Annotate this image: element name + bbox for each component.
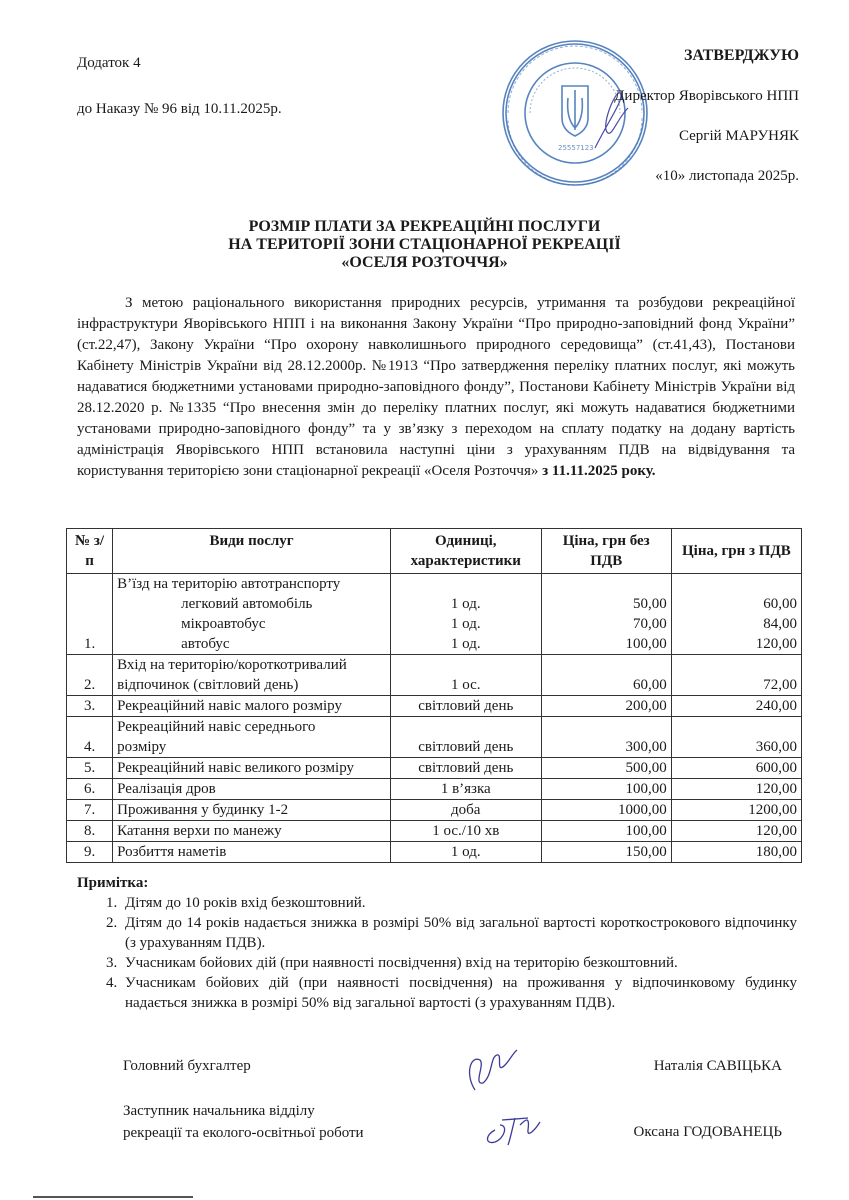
row-num: 5. (67, 758, 113, 779)
approver-name: Сергій МАРУНЯК (678, 128, 799, 144)
approval-date: «10» листопада 2025р. (655, 168, 799, 184)
attachment-label: Додаток 4 (77, 55, 141, 71)
service-line-1: Рекреаційний навіс середнього (117, 719, 316, 735)
approver-position: Директор Яворівського НПП (614, 88, 799, 104)
row-price-vat: 240,00 (671, 696, 801, 717)
row-price-no-vat: 300,00 (541, 717, 671, 758)
sub-unit: 1 од. (450, 596, 481, 612)
row-price-vat: 1200,00 (671, 800, 801, 821)
row-unit: 1 од. (390, 842, 541, 863)
col-num: № з/п (67, 529, 113, 574)
role-line-1: Заступник начальника відділу (123, 1103, 315, 1119)
row-num: 9. (67, 842, 113, 863)
footer-divider (33, 1196, 193, 1198)
row-unit: 1 ос. (390, 655, 541, 696)
row-num: 8. (67, 821, 113, 842)
note-item: 1. Дітям до 10 років вхід безкоштовний. (121, 893, 797, 913)
col-unit: Одиниці, характеристики (390, 529, 541, 574)
row-price-vat: 120,00 (671, 779, 801, 800)
row-service: Катання верхи по манежу (113, 821, 391, 842)
note-item: 3. Учасникам бойових дій (при наявності посвідчення) вхід на територію безкоштовний. (121, 953, 797, 973)
sub-service: автобус (181, 636, 230, 652)
notes-section (77, 873, 797, 1013)
handwritten-signature-icon (455, 1045, 525, 1095)
row-price-vat: 120,00 (671, 821, 801, 842)
approve-label: ЗАТВЕРДЖУЮ (683, 47, 799, 64)
row-price-no-vat: 200,00 (541, 696, 671, 717)
stamp-code: 25557123 (558, 144, 594, 152)
row-unit: світловий день (390, 758, 541, 779)
title-line-2: НА ТЕРИТОРІЇ ЗОНИ СТАЦІОНАРНОЇ РЕКРЕАЦІЇ (228, 236, 621, 253)
sub-service: легковий автомобіль (181, 596, 313, 612)
table-row (67, 717, 802, 758)
row-num: 6. (67, 779, 113, 800)
role-line-2: рекреації та еколого-освітньої роботи (123, 1125, 364, 1141)
row-service: Розбиття наметів (113, 842, 391, 863)
row-unit: світловий день (390, 696, 541, 717)
row-service: Рекреаційний навіс малого розміру (113, 696, 391, 717)
row-num: 7. (67, 800, 113, 821)
table-row (67, 779, 802, 800)
price-table (66, 528, 802, 863)
note-item: 2. Дітям до 14 років надається знижка в розмірі 50% від загальної вартості короткострокового відпочинку (з урахуванням ПДВ). (121, 913, 797, 953)
row-service (113, 717, 391, 758)
row-price-no-vat: 60,00 (541, 655, 671, 696)
service-line-2: розміру (117, 739, 167, 755)
row-service: Реалізація дров (113, 779, 391, 800)
sub-price: 100,00 (625, 636, 667, 652)
intro-text: З метою раціонального використання природних ресурсів, утримання та розбудови рекреаційної інфраструктури Яворівського НПП і на виконання Закону України “Про природно-заповідний фонд України” (ст.22,47), Закону України “Про охорону навколишнього природного середовища” (ст.41,43), Постанови Кабінету Міністрів України від 28.12.2000р. №1913 “Про затвердження переліку платних послуг, які можуть надаватися бюджетними установами природно-заповідного фонду”, Постанови Кабінету Міністрів України від 28.12.2020 р. №1335 “Про внесення змін до переліку платних послуг, які можуть надаватися бюджетними установами природно-заповідного фонду” та у зв’язку з переходом на сплату податку на додану вартість адміністрація Яворівського НПП встановила наступні ціни з урахуванням ПДВ на відвідування та користування територією зони стаціонарної рекреації «Оселя Розточчя» (77, 295, 795, 479)
table-row (67, 655, 802, 696)
signature-role-accountant: Головний бухгалтер (123, 1058, 251, 1074)
handwritten-signature-icon (480, 1100, 550, 1150)
row-service: Проживання у будинку 1-2 (113, 800, 391, 821)
table-row (67, 800, 802, 821)
row-unit: 1 в’язка (390, 779, 541, 800)
table-row (67, 574, 802, 655)
col-service: Види послуг (113, 529, 391, 574)
service-line-2: відпочинок (світловий день) (117, 677, 299, 693)
row-price-no-vat: 100,00 (541, 779, 671, 800)
row-service: Рекреаційний навіс великого розміру (113, 758, 391, 779)
sub-price: 84,00 (763, 616, 797, 632)
table-header-row (67, 529, 802, 574)
sub-price: 60,00 (763, 596, 797, 612)
notes-list (77, 893, 797, 1013)
service-label: В’їзд на територію автотранспорту (117, 576, 341, 592)
sub-price: 120,00 (755, 636, 797, 652)
notes-title: Примітка: (77, 875, 149, 891)
row-price-no-vat: 100,00 (541, 821, 671, 842)
row-price-vat: 72,00 (671, 655, 801, 696)
table-row (67, 758, 802, 779)
row-num: 2. (67, 655, 113, 696)
note-item: 4. Учасникам бойових дій (при наявності посвідчення) на проживання у відпочинковому будинку надається знижка в розмірі 50% від загальної вартості (з урахуванням ПДВ). (121, 973, 797, 1013)
row-unit (390, 574, 541, 655)
title-line-3: «ОСЕЛЯ РОЗТОЧЧЯ» (341, 254, 508, 271)
sub-unit: 1 од. (450, 636, 481, 652)
effective-date: з 11.11.2025 року. (542, 463, 656, 479)
table-row (67, 821, 802, 842)
table-row (67, 842, 802, 863)
service-line-1: Вхід на територію/короткотривалий (117, 657, 347, 673)
signature-name-accountant: Наталія САВІЦЬКА (653, 1058, 782, 1074)
sub-service: мікроавтобус (181, 616, 266, 632)
header-left (77, 40, 282, 132)
approval-block (614, 36, 799, 196)
document-title (0, 218, 849, 272)
row-price-no-vat: 500,00 (541, 758, 671, 779)
row-price-vat (671, 574, 801, 655)
signature-name-deputy: Оксана ГОДОВАНЕЦЬ (633, 1124, 782, 1140)
row-service (113, 655, 391, 696)
signature-role-deputy (123, 1100, 364, 1144)
col-price-vat: Ціна, грн з ПДВ (671, 529, 801, 574)
sub-price: 50,00 (633, 596, 667, 612)
table-row (67, 696, 802, 717)
row-num: 3. (67, 696, 113, 717)
row-price-vat: 180,00 (671, 842, 801, 863)
sub-price: 70,00 (633, 616, 667, 632)
sub-unit: 1 од. (450, 616, 481, 632)
intro-paragraph (77, 293, 795, 482)
row-price-vat: 600,00 (671, 758, 801, 779)
col-price-no-vat: Ціна, грн без ПДВ (541, 529, 671, 574)
row-price-no-vat: 1000,00 (541, 800, 671, 821)
row-num: 4. (67, 717, 113, 758)
row-num: 1. (67, 574, 113, 655)
row-price-vat: 360,00 (671, 717, 801, 758)
order-reference: до Наказу № 96 від 10.11.2025р. (77, 101, 282, 117)
row-price-no-vat (541, 574, 671, 655)
title-line-1: РОЗМІР ПЛАТИ ЗА РЕКРЕАЦІЙНІ ПОСЛУГИ (248, 218, 601, 235)
row-unit: 1 ос./10 хв (390, 821, 541, 842)
row-service (113, 574, 391, 655)
row-unit: доба (390, 800, 541, 821)
row-unit: світловий день (390, 717, 541, 758)
row-price-no-vat: 150,00 (541, 842, 671, 863)
